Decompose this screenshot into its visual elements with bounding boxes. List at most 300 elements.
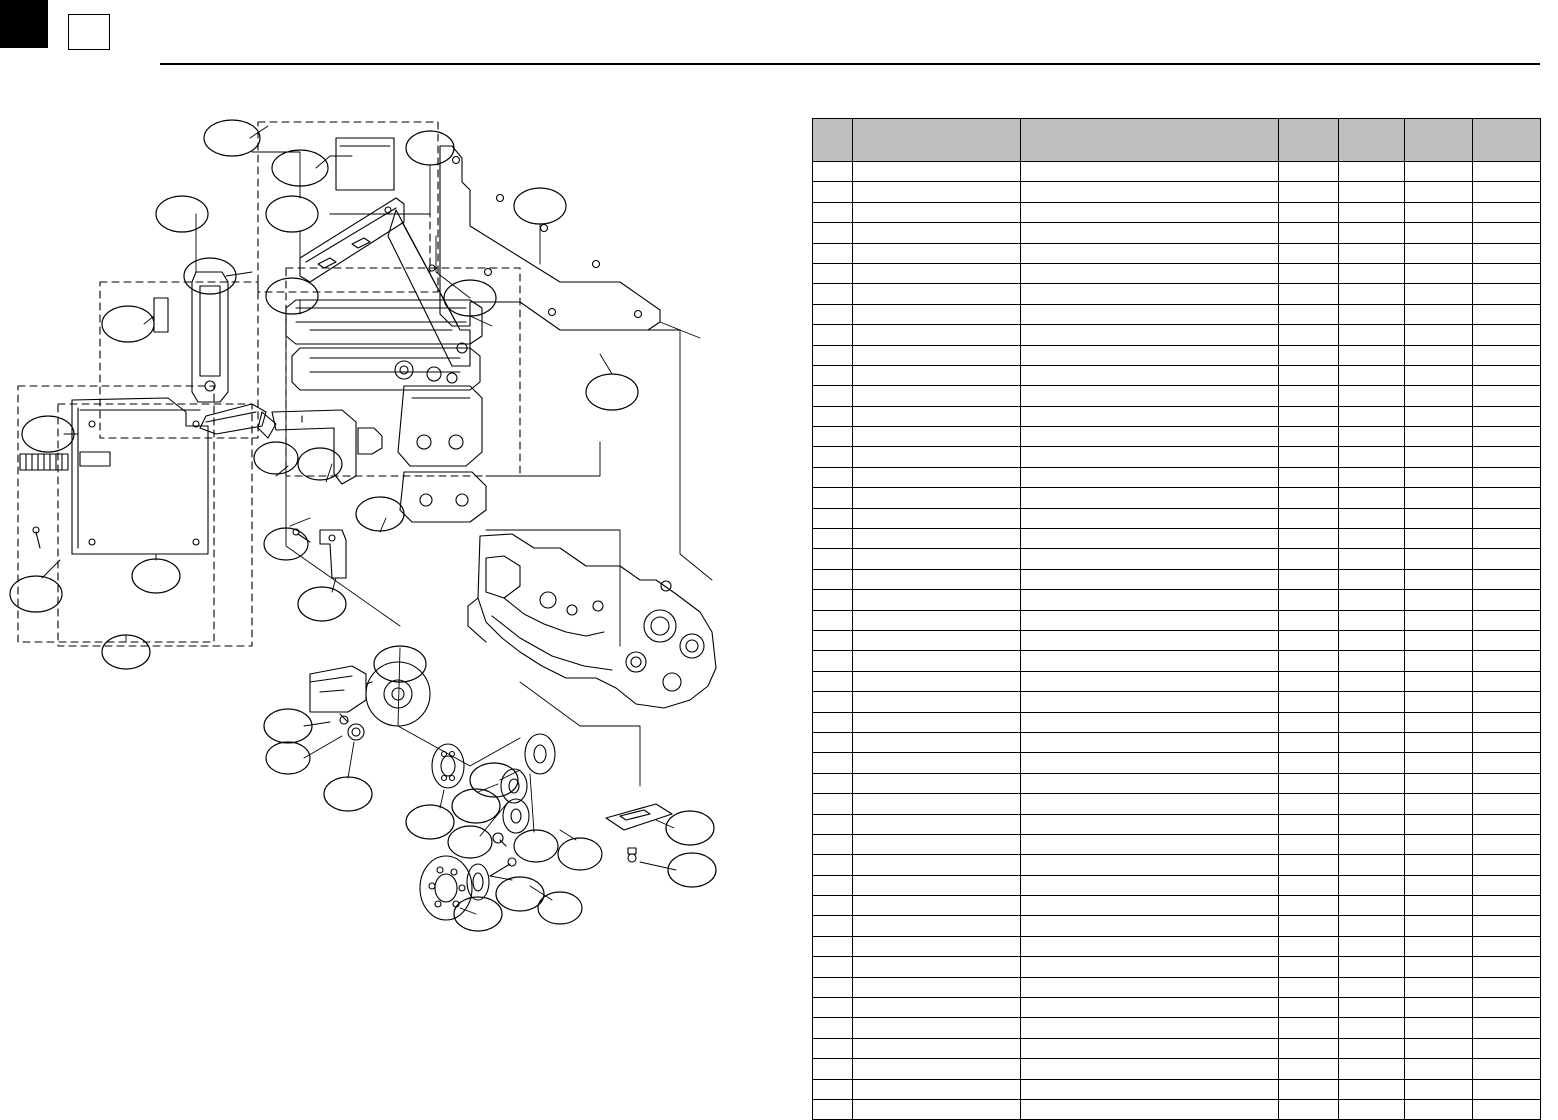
cell-remark-1 <box>1339 651 1405 671</box>
cell-remark-1 <box>1339 1079 1405 1099</box>
cell-remark-1 <box>1339 896 1405 916</box>
page-header <box>0 0 1558 80</box>
cell-remark-1 <box>1339 610 1405 630</box>
upper-frame-bar <box>300 198 404 282</box>
cell-qty <box>1279 855 1339 875</box>
cell-part-number <box>853 1038 1021 1058</box>
table-row[interactable] <box>813 386 1541 406</box>
cell-qty <box>1279 243 1339 263</box>
slim-bracket <box>154 272 228 402</box>
cell-remark-2 <box>1405 998 1473 1018</box>
table-row[interactable] <box>813 467 1541 487</box>
cell-qty <box>1279 325 1339 345</box>
cell-remark-1 <box>1339 1059 1405 1079</box>
cell-qty <box>1279 630 1339 650</box>
cell-description <box>1021 916 1279 936</box>
cell-qty <box>1279 284 1339 304</box>
cell-qty <box>1279 957 1339 977</box>
cell-remark-2 <box>1405 671 1473 691</box>
cell-part-number <box>853 692 1021 712</box>
cell-remark-2 <box>1405 590 1473 610</box>
cell-part-number <box>853 284 1021 304</box>
cell-ref <box>813 223 853 243</box>
cell-ref <box>813 182 853 202</box>
cell-description <box>1021 875 1279 895</box>
parts-table <box>812 118 1541 1120</box>
cell-remark-3 <box>1473 1099 1541 1119</box>
cell-description <box>1021 569 1279 589</box>
table-row[interactable] <box>813 162 1541 182</box>
cell-ref <box>813 529 853 549</box>
rear-cover-plate <box>429 146 660 330</box>
cell-description <box>1021 325 1279 345</box>
cell-remark-1 <box>1339 386 1405 406</box>
table-row[interactable] <box>813 263 1541 283</box>
cell-remark-1 <box>1339 549 1405 569</box>
cell-remark-1 <box>1339 284 1405 304</box>
cell-part-number <box>853 794 1021 814</box>
cell-remark-3 <box>1473 263 1541 283</box>
cell-remark-2 <box>1405 855 1473 875</box>
cell-description <box>1021 1059 1279 1079</box>
cell-part-number <box>853 834 1021 854</box>
cell-remark-2 <box>1405 834 1473 854</box>
cell-remark-2 <box>1405 1038 1473 1058</box>
cell-remark-1 <box>1339 977 1405 997</box>
cell-part-number <box>853 875 1021 895</box>
table-row[interactable] <box>813 651 1541 671</box>
cell-qty <box>1279 712 1339 732</box>
cell-remark-3 <box>1473 977 1541 997</box>
dashed-group-boxes <box>18 122 520 646</box>
cell-remark-2 <box>1405 1059 1473 1079</box>
cell-remark-1 <box>1339 182 1405 202</box>
cell-qty <box>1279 406 1339 426</box>
cell-remark-3 <box>1473 998 1541 1018</box>
cell-remark-3 <box>1473 325 1541 345</box>
cell-remark-3 <box>1473 162 1541 182</box>
table-row[interactable] <box>813 1059 1541 1079</box>
cell-remark-1 <box>1339 325 1405 345</box>
cell-remark-2 <box>1405 896 1473 916</box>
table-row[interactable] <box>813 447 1541 467</box>
cell-part-number <box>853 406 1021 426</box>
cell-remark-3 <box>1473 1018 1541 1038</box>
leader-lines <box>42 126 712 914</box>
table-row[interactable] <box>813 223 1541 243</box>
cell-qty <box>1279 834 1339 854</box>
cell-ref <box>813 427 853 447</box>
cell-description <box>1021 447 1279 467</box>
cell-part-number <box>853 957 1021 977</box>
cell-qty <box>1279 508 1339 528</box>
cell-remark-1 <box>1339 712 1405 732</box>
cell-qty <box>1279 896 1339 916</box>
cell-description <box>1021 263 1279 283</box>
cell-part-number <box>853 855 1021 875</box>
cell-qty <box>1279 529 1339 549</box>
cell-remark-2 <box>1405 936 1473 956</box>
cell-description <box>1021 977 1279 997</box>
cell-part-number <box>853 202 1021 222</box>
cell-remark-2 <box>1405 202 1473 222</box>
cell-remark-2 <box>1405 406 1473 426</box>
cell-ref <box>813 467 853 487</box>
table-row[interactable] <box>813 406 1541 426</box>
cell-part-number <box>853 671 1021 691</box>
parts-list-panel <box>812 118 1540 1120</box>
cell-remark-2 <box>1405 263 1473 283</box>
cell-remark-1 <box>1339 406 1405 426</box>
table-row[interactable] <box>813 569 1541 589</box>
cell-ref <box>813 834 853 854</box>
cell-remark-3 <box>1473 427 1541 447</box>
cell-part-number <box>853 182 1021 202</box>
cell-remark-1 <box>1339 957 1405 977</box>
cell-remark-3 <box>1473 223 1541 243</box>
cell-remark-1 <box>1339 447 1405 467</box>
cell-part-number <box>853 773 1021 793</box>
cell-ref <box>813 549 853 569</box>
cell-description <box>1021 1018 1279 1038</box>
cell-description <box>1021 508 1279 528</box>
cell-part-number <box>853 916 1021 936</box>
cell-part-number <box>853 263 1021 283</box>
cell-remark-3 <box>1473 549 1541 569</box>
cell-remark-1 <box>1339 753 1405 773</box>
cell-qty <box>1279 998 1339 1018</box>
table-row[interactable] <box>813 875 1541 895</box>
cell-remark-3 <box>1473 1079 1541 1099</box>
cell-remark-1 <box>1339 590 1405 610</box>
cell-remark-3 <box>1473 936 1541 956</box>
cell-ref <box>813 773 853 793</box>
table-row[interactable] <box>813 284 1541 304</box>
cell-description <box>1021 998 1279 1018</box>
table-row[interactable] <box>813 1018 1541 1038</box>
cell-description <box>1021 630 1279 650</box>
table-row[interactable] <box>813 488 1541 508</box>
table-row[interactable] <box>813 732 1541 752</box>
cell-qty <box>1279 162 1339 182</box>
cell-ref <box>813 243 853 263</box>
cell-description <box>1021 712 1279 732</box>
cell-qty <box>1279 1079 1339 1099</box>
cell-remark-1 <box>1339 916 1405 936</box>
cell-remark-2 <box>1405 732 1473 752</box>
cell-remark-1 <box>1339 692 1405 712</box>
cell-remark-3 <box>1473 467 1541 487</box>
cell-remark-1 <box>1339 508 1405 528</box>
table-row[interactable] <box>813 794 1541 814</box>
cell-ref <box>813 162 853 182</box>
cell-ref <box>813 1079 853 1099</box>
cell-qty <box>1279 202 1339 222</box>
table-row[interactable] <box>813 508 1541 528</box>
cell-description <box>1021 1038 1279 1058</box>
cell-remark-1 <box>1339 875 1405 895</box>
cell-remark-3 <box>1473 671 1541 691</box>
table-row[interactable] <box>813 345 1541 365</box>
cell-description <box>1021 365 1279 385</box>
cell-description <box>1021 732 1279 752</box>
cell-remark-2 <box>1405 1018 1473 1038</box>
cell-qty <box>1279 263 1339 283</box>
table-row[interactable] <box>813 610 1541 630</box>
cell-remark-2 <box>1405 814 1473 834</box>
cell-ref <box>813 630 853 650</box>
cell-remark-2 <box>1405 223 1473 243</box>
table-row[interactable] <box>813 1038 1541 1058</box>
cell-remark-2 <box>1405 692 1473 712</box>
cell-ref <box>813 753 853 773</box>
cell-remark-3 <box>1473 855 1541 875</box>
cell-qty <box>1279 488 1339 508</box>
cell-remark-2 <box>1405 447 1473 467</box>
cell-ref <box>813 692 853 712</box>
cell-remark-2 <box>1405 182 1473 202</box>
cell-remark-3 <box>1473 182 1541 202</box>
cell-ref <box>813 304 853 324</box>
cell-ref <box>813 814 853 834</box>
table-row[interactable] <box>813 365 1541 385</box>
side-shield-plate <box>20 398 208 554</box>
cell-remark-2 <box>1405 304 1473 324</box>
cell-part-number <box>853 447 1021 467</box>
table-row[interactable] <box>813 325 1541 345</box>
cell-qty <box>1279 1059 1339 1079</box>
table-row[interactable] <box>813 773 1541 793</box>
cell-ref <box>813 855 853 875</box>
table-row[interactable] <box>813 916 1541 936</box>
cell-qty <box>1279 753 1339 773</box>
cell-qty <box>1279 223 1339 243</box>
cell-description <box>1021 692 1279 712</box>
cell-part-number <box>853 467 1021 487</box>
callout-bubbles <box>10 120 716 931</box>
cell-ref <box>813 1099 853 1119</box>
angle-bracket <box>293 529 346 578</box>
cell-remark-3 <box>1473 916 1541 936</box>
cell-part-number <box>853 977 1021 997</box>
cell-part-number <box>853 936 1021 956</box>
table-row[interactable] <box>813 590 1541 610</box>
cell-remark-1 <box>1339 488 1405 508</box>
cell-part-number <box>853 1079 1021 1099</box>
cell-part-number <box>853 427 1021 447</box>
cell-part-number <box>853 345 1021 365</box>
cell-remark-2 <box>1405 467 1473 487</box>
table-row[interactable] <box>813 936 1541 956</box>
table-row[interactable] <box>813 855 1541 875</box>
cell-remark-3 <box>1473 345 1541 365</box>
cell-part-number <box>853 325 1021 345</box>
cell-ref <box>813 610 853 630</box>
cell-ref <box>813 365 853 385</box>
cell-remark-1 <box>1339 814 1405 834</box>
cell-description <box>1021 427 1279 447</box>
cell-ref <box>813 1038 853 1058</box>
exploded-view-figure <box>0 86 800 1046</box>
cell-remark-2 <box>1405 243 1473 263</box>
cell-remark-3 <box>1473 630 1541 650</box>
table-row[interactable] <box>813 998 1541 1018</box>
cell-remark-2 <box>1405 529 1473 549</box>
cell-ref <box>813 1018 853 1038</box>
cell-remark-1 <box>1339 345 1405 365</box>
cell-remark-3 <box>1473 692 1541 712</box>
cell-qty <box>1279 427 1339 447</box>
cell-part-number <box>853 162 1021 182</box>
cell-qty <box>1279 182 1339 202</box>
cell-remark-3 <box>1473 794 1541 814</box>
window-label-panel <box>336 138 394 190</box>
table-row[interactable] <box>813 896 1541 916</box>
cell-description <box>1021 834 1279 854</box>
cell-description <box>1021 549 1279 569</box>
table-row[interactable] <box>813 834 1541 854</box>
cell-description <box>1021 610 1279 630</box>
cell-remark-2 <box>1405 753 1473 773</box>
cell-qty <box>1279 692 1339 712</box>
cell-qty <box>1279 569 1339 589</box>
cell-remark-3 <box>1473 406 1541 426</box>
cell-description <box>1021 223 1279 243</box>
table-row[interactable] <box>813 529 1541 549</box>
cell-remark-3 <box>1473 202 1541 222</box>
cell-part-number <box>853 753 1021 773</box>
cell-part-number <box>853 610 1021 630</box>
cell-ref <box>813 202 853 222</box>
cell-part-number <box>853 488 1021 508</box>
cell-ref <box>813 386 853 406</box>
cell-ref <box>813 712 853 732</box>
table-row[interactable] <box>813 712 1541 732</box>
cell-qty <box>1279 671 1339 691</box>
cell-remark-2 <box>1405 1079 1473 1099</box>
cell-description <box>1021 651 1279 671</box>
cell-part-number <box>853 529 1021 549</box>
cell-remark-1 <box>1339 1038 1405 1058</box>
cell-remark-1 <box>1339 427 1405 447</box>
cell-qty <box>1279 365 1339 385</box>
cell-ref <box>813 569 853 589</box>
cell-ref <box>813 345 853 365</box>
cell-remark-3 <box>1473 590 1541 610</box>
cell-part-number <box>853 896 1021 916</box>
cell-remark-3 <box>1473 243 1541 263</box>
guide-bracket <box>398 386 486 522</box>
cell-qty <box>1279 916 1339 936</box>
table-row[interactable] <box>813 182 1541 202</box>
cell-remark-3 <box>1473 304 1541 324</box>
cell-remark-3 <box>1473 814 1541 834</box>
lever-arms <box>200 404 382 484</box>
table-row[interactable] <box>813 1099 1541 1119</box>
cell-remark-3 <box>1473 834 1541 854</box>
cell-qty <box>1279 590 1339 610</box>
cell-remark-1 <box>1339 223 1405 243</box>
cell-remark-3 <box>1473 875 1541 895</box>
cell-description <box>1021 345 1279 365</box>
cell-qty <box>1279 386 1339 406</box>
cell-description <box>1021 1079 1279 1099</box>
cell-remark-3 <box>1473 447 1541 467</box>
cell-part-number <box>853 732 1021 752</box>
cell-ref <box>813 875 853 895</box>
cell-remark-1 <box>1339 365 1405 385</box>
cell-qty <box>1279 875 1339 895</box>
cell-part-number <box>853 386 1021 406</box>
cell-qty <box>1279 345 1339 365</box>
table-row[interactable] <box>813 671 1541 691</box>
table-row[interactable] <box>813 427 1541 447</box>
cell-qty <box>1279 549 1339 569</box>
table-row[interactable] <box>813 1079 1541 1099</box>
table-row[interactable] <box>813 957 1541 977</box>
cell-remark-1 <box>1339 671 1405 691</box>
cell-description <box>1021 284 1279 304</box>
table-row[interactable] <box>813 753 1541 773</box>
cell-description <box>1021 753 1279 773</box>
cell-remark-2 <box>1405 794 1473 814</box>
table-row[interactable] <box>813 630 1541 650</box>
cell-part-number <box>853 1018 1021 1038</box>
cell-description <box>1021 773 1279 793</box>
cell-description <box>1021 162 1279 182</box>
cell-remark-2 <box>1405 365 1473 385</box>
cell-part-number <box>853 1099 1021 1119</box>
cell-ref <box>813 447 853 467</box>
cell-ref <box>813 325 853 345</box>
cell-remark-1 <box>1339 998 1405 1018</box>
cell-description <box>1021 202 1279 222</box>
col-header-ref <box>813 119 853 162</box>
cell-ref <box>813 916 853 936</box>
cell-qty <box>1279 467 1339 487</box>
cell-remark-2 <box>1405 325 1473 345</box>
cell-qty <box>1279 1018 1339 1038</box>
cell-remark-2 <box>1405 1099 1473 1119</box>
cell-qty <box>1279 651 1339 671</box>
cell-description <box>1021 488 1279 508</box>
cell-ref <box>813 508 853 528</box>
cell-remark-2 <box>1405 773 1473 793</box>
cell-ref <box>813 957 853 977</box>
table-row[interactable] <box>813 549 1541 569</box>
cell-remark-2 <box>1405 284 1473 304</box>
table-row[interactable] <box>813 202 1541 222</box>
cell-remark-1 <box>1339 243 1405 263</box>
cell-description <box>1021 590 1279 610</box>
cell-ref <box>813 590 853 610</box>
table-row[interactable] <box>813 977 1541 997</box>
col-header-part-number <box>853 119 1021 162</box>
col-header-description <box>1021 119 1279 162</box>
table-row[interactable] <box>813 814 1541 834</box>
cell-part-number <box>853 590 1021 610</box>
cell-ref <box>813 936 853 956</box>
table-row[interactable] <box>813 692 1541 712</box>
table-row[interactable] <box>813 243 1541 263</box>
cell-part-number <box>853 549 1021 569</box>
cell-remark-2 <box>1405 651 1473 671</box>
table-row[interactable] <box>813 304 1541 324</box>
cell-part-number <box>853 569 1021 589</box>
cell-description <box>1021 406 1279 426</box>
cell-ref <box>813 406 853 426</box>
cell-remark-1 <box>1339 773 1405 793</box>
